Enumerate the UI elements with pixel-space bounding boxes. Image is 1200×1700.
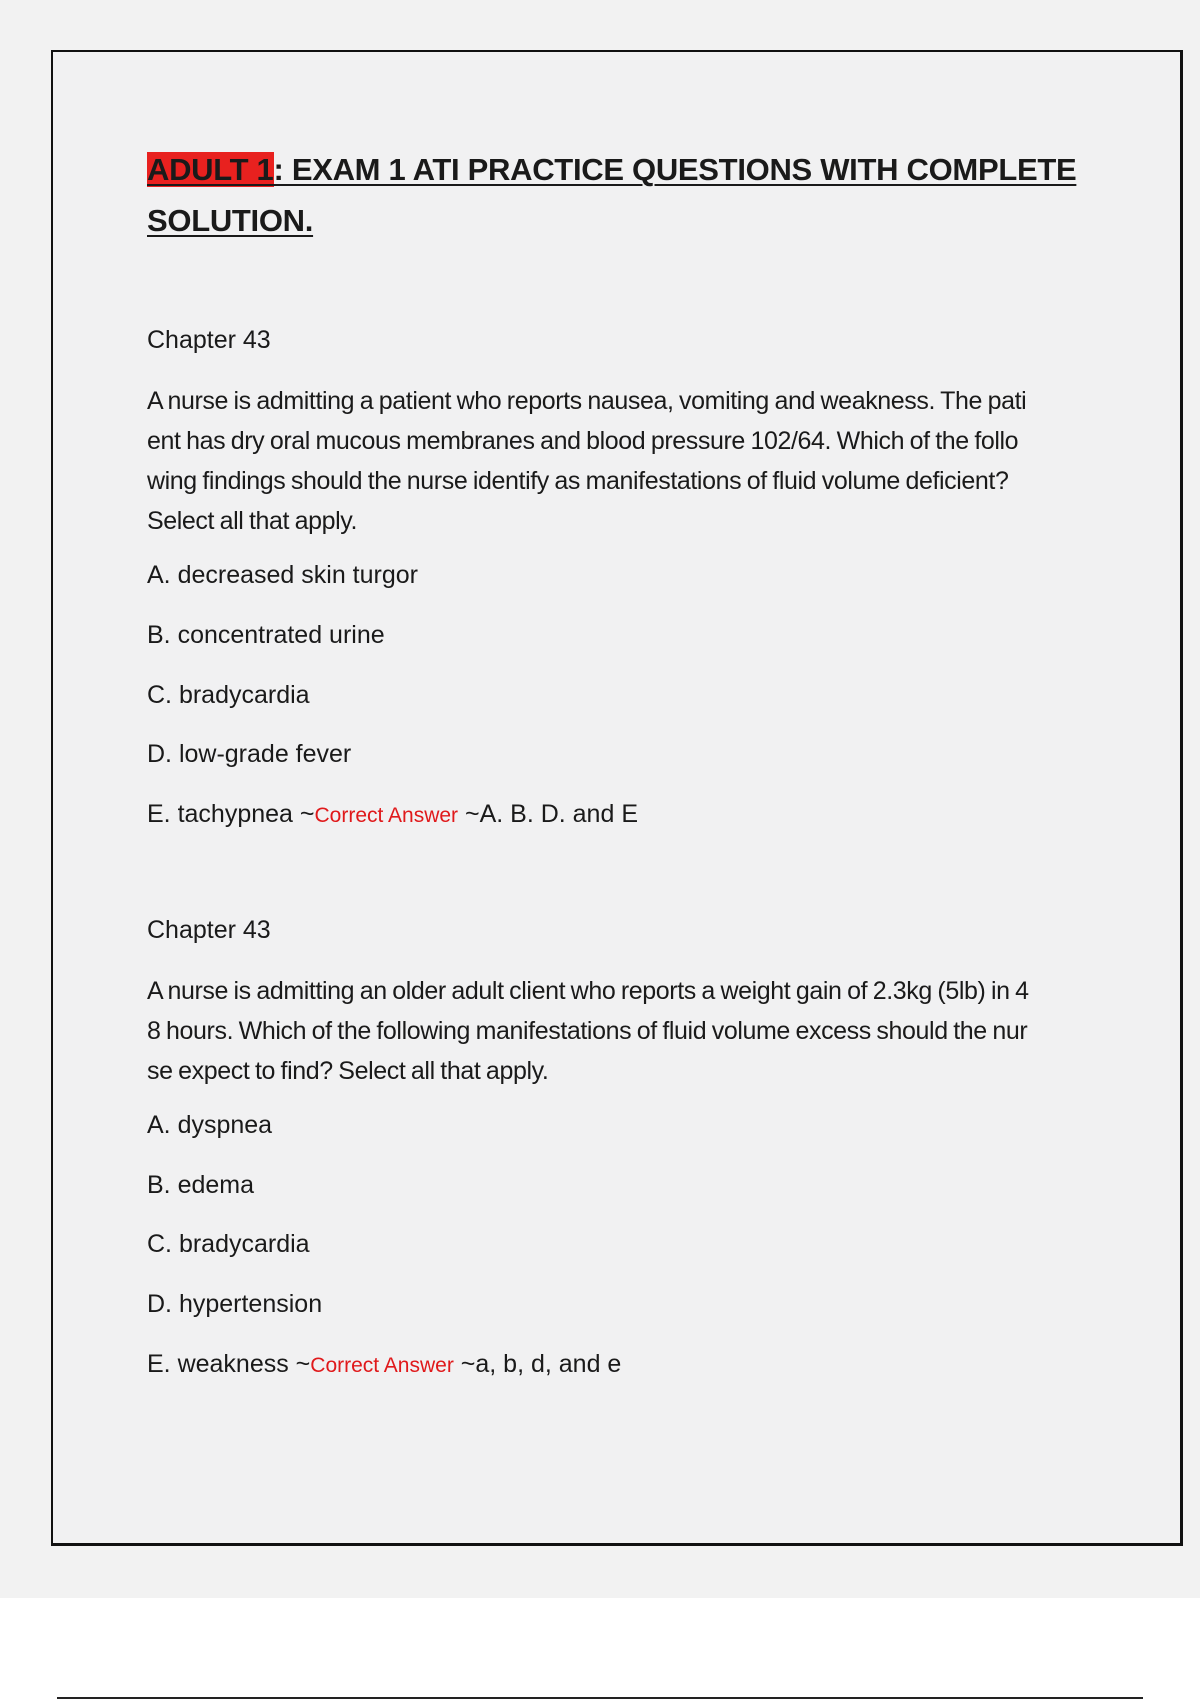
question-line: se expect to find? Select all that apply. bbox=[147, 1057, 549, 1085]
option-c: C. bradycardia bbox=[147, 681, 310, 709]
document-title bbox=[147, 144, 1100, 246]
question-line: A nurse is admitting an older adult client who reports a weight gain of 2.3kg (5lb) in 4 bbox=[147, 977, 1029, 1005]
correct-answer-label: Correct Answer bbox=[310, 1354, 454, 1377]
question-line: 8 hours. Which of the following manifestations of fluid volume excess should the nur bbox=[147, 1017, 1028, 1045]
correct-answer-label: Correct Answer bbox=[314, 804, 459, 827]
option-b: B. edema bbox=[147, 1171, 255, 1199]
option-a: A. dyspnea bbox=[147, 1111, 273, 1139]
question-line: ent has dry oral mucous membranes and blood pressure 102/64. Which of the follo bbox=[147, 427, 1019, 455]
option-d: D. hypertension bbox=[147, 1290, 323, 1318]
option-a: A. decreased skin turgor bbox=[147, 561, 418, 589]
title-highlight: ADULT 1 bbox=[147, 152, 274, 187]
chapter-heading: Chapter 43 bbox=[147, 326, 271, 354]
title-line2: SOLUTION. bbox=[147, 203, 314, 238]
chapter-heading: Chapter 43 bbox=[147, 916, 271, 944]
footer-rule bbox=[57, 1697, 1143, 1699]
option-e: E. weakness ~ bbox=[147, 1350, 311, 1378]
document-content bbox=[147, 144, 1100, 1381]
question-block-1 bbox=[147, 325, 1100, 831]
document-page bbox=[51, 50, 1183, 1546]
option-e-with-answer bbox=[147, 1349, 1100, 1381]
question-line: A nurse is admitting a patient who reports nausea, vomiting and weakness. The pati bbox=[147, 387, 1027, 415]
question-text bbox=[147, 971, 1100, 1091]
correct-answer-value: ~A. B. D. and E bbox=[458, 800, 638, 828]
question-line: Select all that apply. bbox=[147, 507, 358, 535]
option-c: C. bradycardia bbox=[147, 1230, 310, 1258]
option-b: B. concentrated urine bbox=[147, 621, 385, 649]
option-e: E. tachypnea ~ bbox=[147, 800, 315, 828]
next-page-area bbox=[0, 1598, 1200, 1700]
correct-answer-value: ~a, b, d, and e bbox=[453, 1350, 622, 1378]
title-line1: : EXAM 1 ATI PRACTICE QUESTIONS WITH COMPLETE bbox=[273, 152, 1077, 187]
option-e-with-answer bbox=[147, 799, 1100, 831]
option-d: D. low-grade fever bbox=[147, 740, 352, 768]
question-line: wing findings should the nurse identify as manifestations of fluid volume deficient? bbox=[147, 467, 1009, 495]
question-block-2 bbox=[147, 915, 1100, 1381]
question-text bbox=[147, 381, 1100, 541]
